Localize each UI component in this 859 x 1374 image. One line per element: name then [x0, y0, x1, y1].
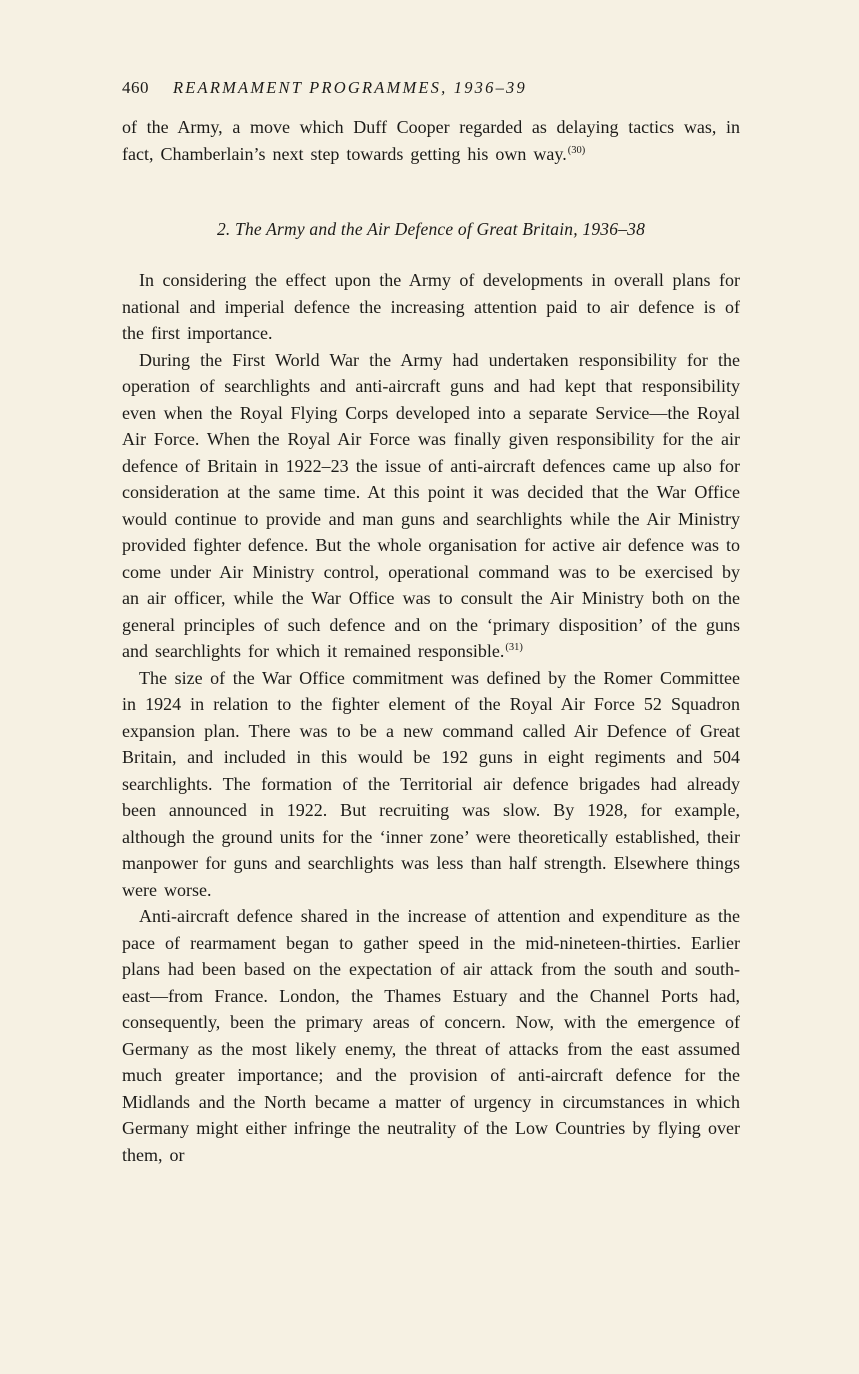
- footnote-marker-31: (31): [505, 642, 523, 653]
- page-number: 460: [122, 78, 149, 97]
- section-heading: 2. The Army and the Air Defence of Great Britain, 1936–38: [216, 219, 646, 239]
- paragraph-text: In considering the effect upon the Army of developments in overall plans for national and imperial defence the increasing attention paid to air defence is of the first importance.: [122, 270, 740, 343]
- paragraph-text: Anti-aircraft defence shared in the increase of attention and expenditure as the pace of rearmament began to gather speed in the mid-nineteen-thirties. Earlier plans had been based on the expectation of air attack from the south and south-east—from France. London, the Thames Estuary and the Channel Ports had, consequently, been the primary areas of concern. Now, with the emergence of Germany as the most likely enemy, the threat of attacks from the east assumed much greater importance; and the provision of anti-aircraft defence for the Midlands and the North became a matter of urgency in circumstances in which Germany might either infringe the neutrality of the Low Countries by flying over them, or: [122, 906, 740, 1165]
- running-title: REARMAMENT PROGRAMMES, 1936–39: [173, 78, 527, 97]
- footnote-marker-30: (30): [567, 144, 586, 156]
- paragraph-continuation: [122, 114, 740, 167]
- paragraph-in-considering: [122, 267, 740, 347]
- paragraph-romer-committee: [122, 665, 740, 904]
- paragraph-anti-aircraft: [122, 903, 740, 1168]
- paragraph-text: of the Army, a move which Duff Cooper regarded as delaying tactics was, in fact, Chamberlain’s next step towards getting his own way.: [122, 117, 740, 164]
- paragraph-first-world-war: [122, 347, 740, 665]
- running-header: [122, 78, 740, 98]
- paragraph-text: During the First World War the Army had undertaken responsibility for the operation of searchlights and anti-aircraft guns and had kept that responsibility even when the Royal Flying Corps developed into a separate Service—the Royal Air Force. When the Royal Air Force was finally given responsibility for the air defence of Britain in 1922–23 the issue of anti-aircraft defences came up also for consideration at the same time. At this point it was decided that the War Office would continue to provide and man guns and searchlights while the Air Ministry provided fighter defence. But the whole organisation for active air defence was to come under Air Ministry control, operational command was to be exercised by an air officer, while the War Office was to consult the Air Ministry both on the general principles of such defence and on the ‘primary disposition’ of the guns and searchlights for which it remained responsible.: [122, 349, 740, 661]
- paragraph-text: The size of the War Office commitment was defined by the Romer Committee in 1924 in relation to the fighter element of the Royal Air Force 52 Squadron expansion plan. There was to be a new command called Air Defence of Great Britain, and included in this would be 192 guns in eight regiments and 504 searchlights. The formation of the Territorial air defence brigades had already been announced in 1922. But recruiting was slow. By 1928, for example, although the ground units for the ‘inner zone’ were theoretically established, their manpower for guns and searchlights was less than half strength. Elsewhere things were worse.: [122, 667, 740, 900]
